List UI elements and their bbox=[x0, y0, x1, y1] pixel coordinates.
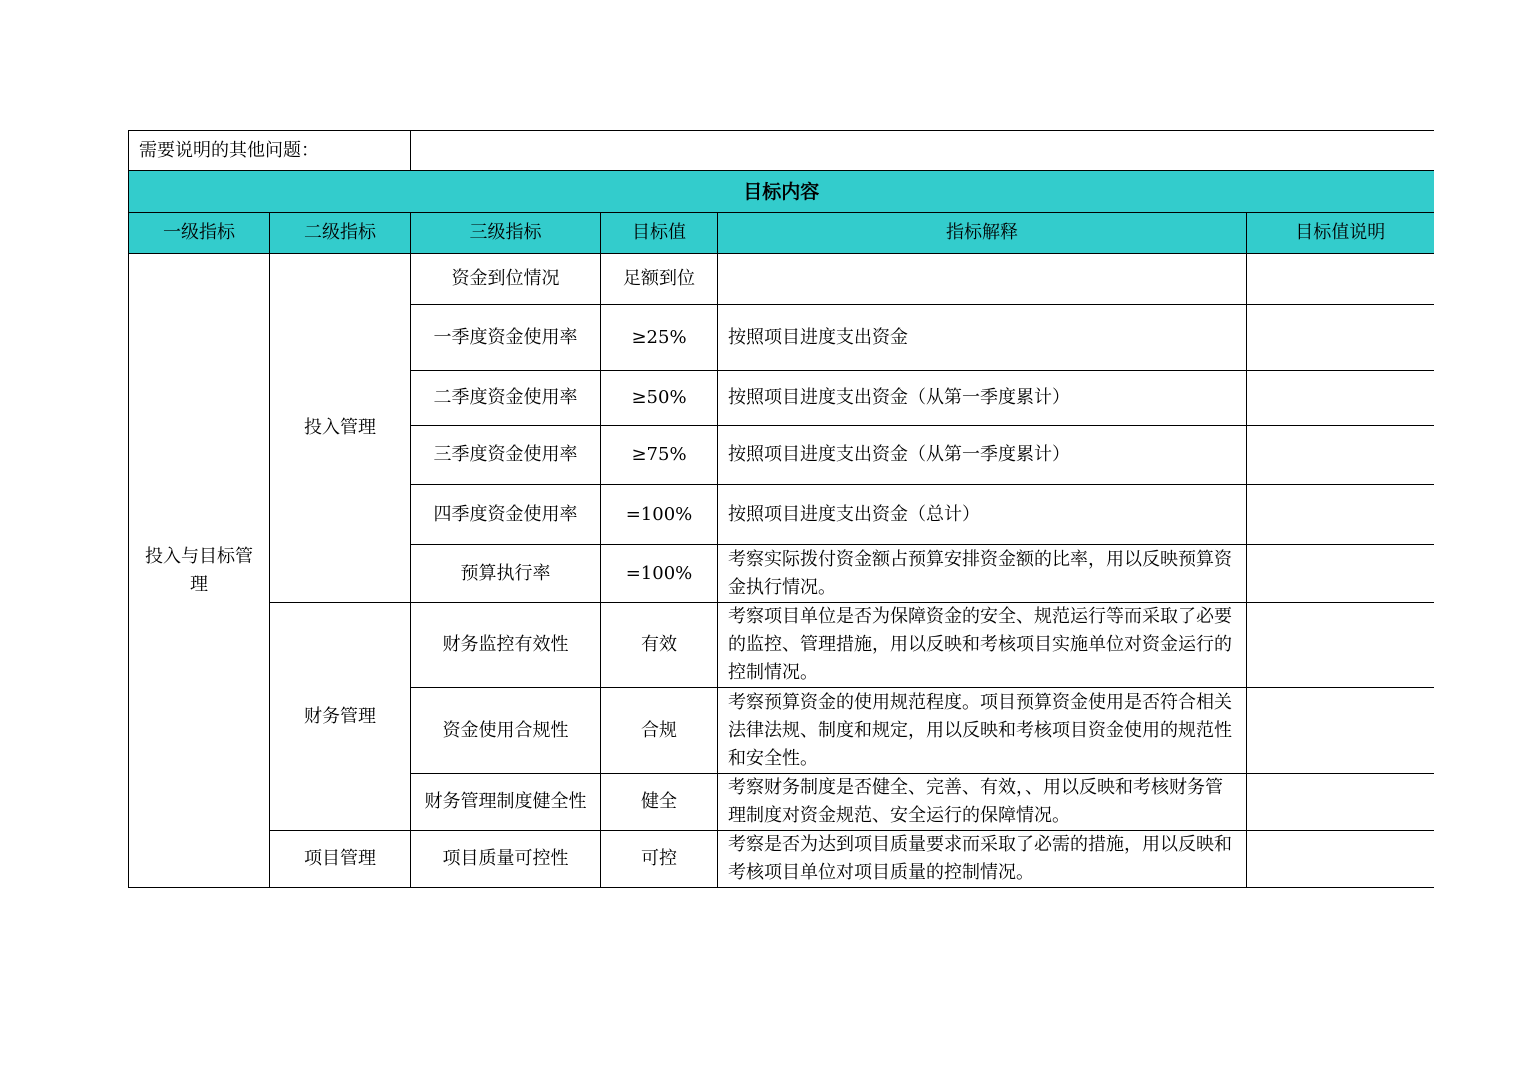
explanation-cell: 考察实际拨付资金额占预算安排资金额的比率，用以反映预算资金执行情况。 bbox=[718, 545, 1247, 603]
indicator-cell: 四季度资金使用率 bbox=[411, 485, 601, 545]
level1-cell: 投入与目标管理 bbox=[129, 254, 270, 888]
note-cell bbox=[1247, 688, 1434, 774]
indicator-cell: 财务监控有效性 bbox=[411, 603, 601, 688]
target-cell: ≥50% bbox=[601, 371, 718, 426]
level2-cell: 投入管理 bbox=[270, 254, 411, 603]
note-cell bbox=[1247, 254, 1434, 305]
explanation-cell: 按照项目进度支出资金（从第一季度累计） bbox=[718, 371, 1247, 426]
level2-cell: 财务管理 bbox=[270, 603, 411, 831]
target-cell: ≥25% bbox=[601, 305, 718, 371]
explanation-cell: 考察项目单位是否为保障资金的安全、规范运行等而采取了必要的监控、管理措施，用以反映和考核项目实施单位对资金运行的控制情况。 bbox=[718, 603, 1247, 688]
explanation-cell: 考察预算资金的使用规范程度。项目预算资金使用是否符合相关法律法规、制度和规定，用以反映和考核项目资金使用的规范性和安全性。 bbox=[718, 688, 1247, 774]
banner-row bbox=[129, 171, 1434, 213]
target-cell: =100% bbox=[601, 545, 718, 603]
indicator-cell: 财务管理制度健全性 bbox=[411, 774, 601, 831]
note-cell bbox=[1247, 603, 1434, 688]
header-explanation: 指标解释 bbox=[718, 213, 1247, 254]
indicator-cell: 二季度资金使用率 bbox=[411, 371, 601, 426]
note-value bbox=[411, 131, 1434, 171]
note-row bbox=[129, 131, 1434, 171]
header-target: 目标值 bbox=[601, 213, 718, 254]
performance-target-table bbox=[128, 130, 1434, 888]
note-label: 需要说明的其他问题： bbox=[129, 131, 411, 171]
explanation-cell: 按照项目进度支出资金（总计） bbox=[718, 485, 1247, 545]
explanation-cell: 考察是否为达到项目质量要求而采取了必需的措施，用以反映和考核项目单位对项目质量的控制情况。 bbox=[718, 831, 1247, 888]
level2-cell: 项目管理 bbox=[270, 831, 411, 888]
target-cell: 有效 bbox=[601, 603, 718, 688]
target-cell: 足额到位 bbox=[601, 254, 718, 305]
explanation-cell: 考察财务制度是否健全、完善、有效，、用以反映和考核财务管理制度对资金规范、安全运行的保障情况。 bbox=[718, 774, 1247, 831]
note-cell bbox=[1247, 545, 1434, 603]
table-row bbox=[129, 254, 1434, 305]
indicator-cell: 一季度资金使用率 bbox=[411, 305, 601, 371]
note-cell bbox=[1247, 831, 1434, 888]
header-row bbox=[129, 213, 1434, 254]
note-cell bbox=[1247, 774, 1434, 831]
explanation-cell: 按照项目进度支出资金（从第一季度累计） bbox=[718, 426, 1247, 485]
indicator-cell: 项目质量可控性 bbox=[411, 831, 601, 888]
explanation-cell: 按照项目进度支出资金 bbox=[718, 305, 1247, 371]
explanation-cell bbox=[718, 254, 1247, 305]
table-row bbox=[129, 603, 1434, 688]
note-cell bbox=[1247, 426, 1434, 485]
target-cell: 可控 bbox=[601, 831, 718, 888]
header-level2: 二级指标 bbox=[270, 213, 411, 254]
indicator-cell: 三季度资金使用率 bbox=[411, 426, 601, 485]
target-cell: =100% bbox=[601, 485, 718, 545]
target-cell: 合规 bbox=[601, 688, 718, 774]
header-level3: 三级指标 bbox=[411, 213, 601, 254]
indicator-cell: 预算执行率 bbox=[411, 545, 601, 603]
note-cell bbox=[1247, 371, 1434, 426]
indicator-cell: 资金到位情况 bbox=[411, 254, 601, 305]
target-cell: ≥75% bbox=[601, 426, 718, 485]
indicator-cell: 资金使用合规性 bbox=[411, 688, 601, 774]
note-cell bbox=[1247, 485, 1434, 545]
header-level1: 一级指标 bbox=[129, 213, 270, 254]
table-row bbox=[129, 831, 1434, 888]
header-target-note: 目标值说明 bbox=[1247, 213, 1434, 254]
note-cell bbox=[1247, 305, 1434, 371]
banner-title: 目标内容 bbox=[129, 171, 1434, 213]
target-cell: 健全 bbox=[601, 774, 718, 831]
